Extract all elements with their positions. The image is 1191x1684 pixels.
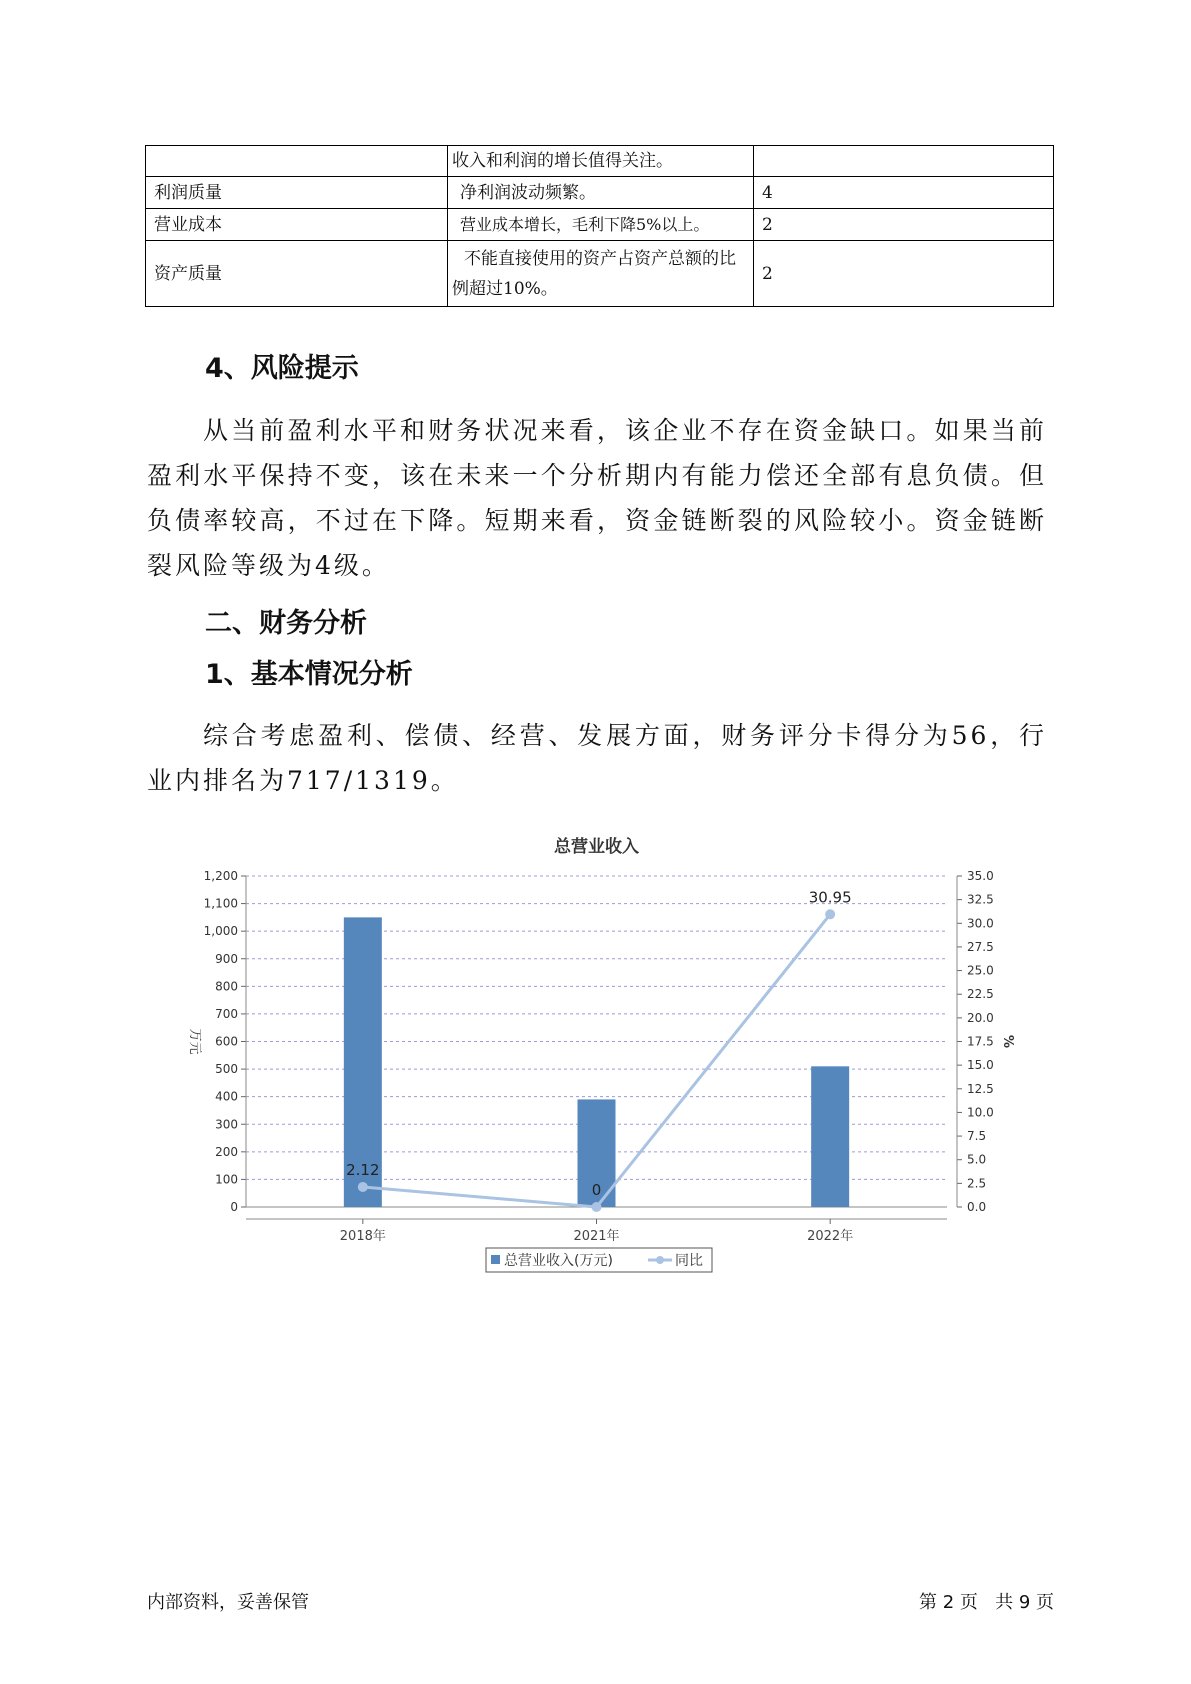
- x-tick-label: 2022年: [807, 1229, 854, 1244]
- y2-tick-label: 17.5: [967, 1034, 994, 1049]
- y2-tick-label: 5.0: [967, 1152, 987, 1167]
- table-cell: 营业成本: [146, 209, 448, 241]
- y2-tick-label: 35.0: [967, 869, 994, 883]
- y-tick-label: 1,200: [203, 869, 238, 883]
- y-tick-label: 700: [215, 1006, 238, 1021]
- y-tick-label: 0: [230, 1200, 238, 1214]
- line-point: [825, 909, 835, 919]
- legend-swatch-bar: [491, 1255, 500, 1264]
- y-tick-label: 200: [215, 1144, 238, 1159]
- paragraph-text: 从当前盈利水平和财务状况来看，该企业不存在资金缺口。如果当前盈利水平保持不变，该在未来一个分析期内有能力偿还全部有息负债。但负债率较高，不过在下降。短期来看，资金链断裂的风险较小。资金链断裂风险等级为4级。: [147, 416, 1047, 580]
- y2-tick-label: 7.5: [967, 1129, 987, 1144]
- legend-swatch-point: [656, 1256, 664, 1264]
- table-cell: 利润质量: [146, 177, 448, 209]
- paragraph: [147, 713, 1047, 803]
- page-number: 第 2 页 共 9 页: [919, 1592, 1054, 1613]
- y2-tick-label: 20.0: [967, 1010, 994, 1025]
- y-axis-label: 万元: [187, 1028, 202, 1055]
- y2-tick-label: 2.5: [967, 1176, 987, 1191]
- x-tick-label: 2021年: [573, 1229, 620, 1244]
- x-tick-label: 2018年: [339, 1229, 386, 1244]
- table-cell: [754, 146, 1054, 177]
- table-cell: [146, 146, 448, 177]
- paragraph-text: 综合考虑盈利、偿债、经营、发展方面，财务评分卡得分为56，行业内排名为717/1319。: [147, 721, 1047, 795]
- y-tick-label: 400: [215, 1089, 238, 1104]
- y2-tick-label: 30.0: [967, 916, 994, 931]
- table-row: [146, 146, 1054, 177]
- risk-table: [145, 145, 1054, 307]
- y-tick-label: 100: [215, 1172, 238, 1187]
- line-point: [592, 1202, 602, 1212]
- table-cell: 营业成本增长，毛利下降5%以上。: [448, 209, 754, 241]
- table-row: [146, 209, 1054, 241]
- y-tick-label: 900: [215, 951, 238, 966]
- legend-label: 总营业收入(万元): [504, 1253, 613, 1269]
- y-tick-label: 600: [215, 1034, 238, 1049]
- table-cell: 资产质量: [146, 241, 448, 307]
- y2-tick-label: 22.5: [967, 987, 994, 1002]
- y-tick-label: 800: [215, 979, 238, 994]
- y2-tick-label: 12.5: [967, 1081, 994, 1096]
- y2-tick-label: 0.0: [967, 1200, 987, 1214]
- data-label: 0: [591, 1181, 602, 1199]
- y2-tick-label: 10.0: [967, 1105, 994, 1120]
- y-tick-label: 500: [215, 1062, 238, 1077]
- revenue-chart: [0, 820, 1191, 1300]
- y-tick-label: 300: [215, 1117, 238, 1132]
- y-tick-label: 1,000: [203, 924, 238, 939]
- table-cell: 收入和利润的增长值得关注。: [448, 146, 754, 177]
- table-cell: 4: [754, 177, 1054, 209]
- chart-title: 总营业收入: [554, 837, 639, 857]
- table-cell: 2: [754, 241, 1054, 307]
- table-row: [146, 177, 1054, 209]
- footer-note: 内部资料，妥善保管: [147, 1592, 309, 1613]
- table-cell: 2: [754, 209, 1054, 241]
- line-point: [358, 1182, 368, 1192]
- table-cell: 不能直接使用的资产占资产总额的比例超过10%。: [448, 241, 754, 307]
- section-heading: 4、风险提示: [205, 353, 359, 384]
- table-cell: 净利润波动频繁。: [448, 177, 754, 209]
- y2-tick-label: 27.5: [967, 939, 994, 954]
- table-row: [146, 241, 1054, 307]
- section-heading: 二、财务分析: [205, 608, 367, 639]
- legend-label: 同比: [675, 1253, 703, 1269]
- data-label: 30.95: [808, 888, 852, 907]
- y2-tick-label: 15.0: [967, 1058, 994, 1073]
- bar: [811, 1066, 849, 1207]
- y-tick-label: 1,100: [203, 896, 238, 911]
- paragraph: [147, 408, 1047, 588]
- y2-axis-label: %: [1000, 1034, 1015, 1049]
- y2-tick-label: 32.5: [967, 892, 994, 907]
- data-label: 2.12: [346, 1160, 380, 1179]
- section-heading: 1、基本情况分析: [205, 659, 413, 690]
- y2-tick-label: 25.0: [967, 963, 994, 978]
